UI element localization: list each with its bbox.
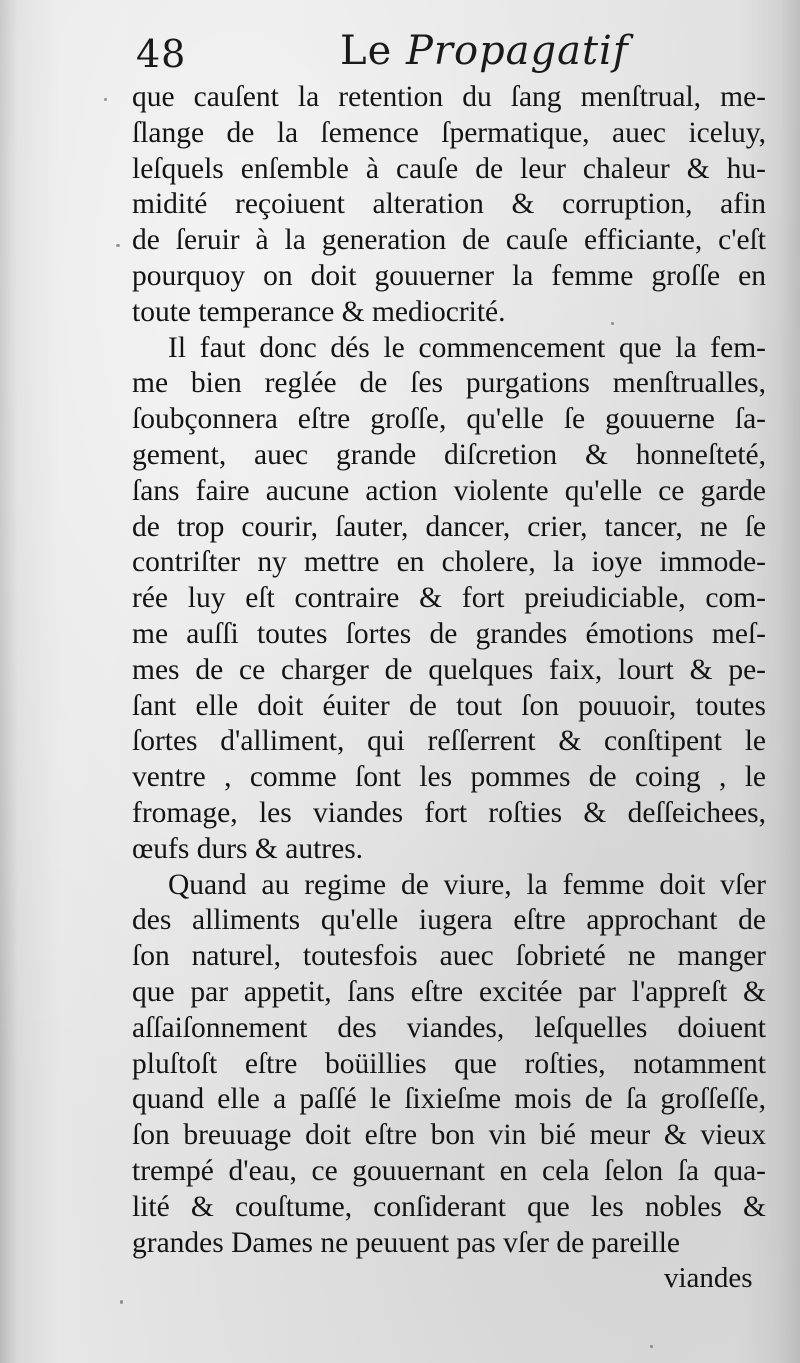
text-line: pluſtoſt eſtre boüillies que roſties, notamment [132,1047,766,1080]
text-line: Quand au regime de viure, la femme doit vſer [168,868,766,901]
text-line: lité & couſtume, conſiderant que les nobles & [132,1190,766,1223]
text-line: que cauſent la retention du ſang menſtrual, me- [132,81,766,113]
page-header [130,28,770,88]
text-line: pourquoy on doit gouuerner la femme groſſe en [132,259,766,292]
text-line: ſlange de la ſemence ſpermatique, auec iceluy, [132,116,766,149]
text-line: ventre , comme ſont les pommes de coing , le [132,761,766,794]
body-text [132,80,766,1261]
text-line: ſortes d'alliment, qui reſſerrent & conſtipent le [132,725,766,758]
catchword: viandes [664,1262,753,1294]
text-line: que par appetit, ſans eſtre excitée par l'appreſt & [132,975,766,1008]
paper-speck [104,98,107,101]
text-line: fromage, les viandes fort roſties & deſſeichees, [132,796,766,829]
text-line: Il faut donc dés le commencement que la fem- [168,331,766,364]
text-line: toute temperance & mediocrité. [132,295,506,328]
text-line: me bien reglée de ſes purgations menſtrualles, [132,367,766,400]
text-line: mes de ce charger de quelques faix, lourt & pe- [132,653,766,686]
running-title [340,28,629,74]
paper-speck [120,1300,123,1304]
text-line: leſquels enſemble à cauſe de leur chaleur & hu- [132,152,766,185]
paper-speck [611,322,614,325]
text-line: rée luy eſt contraire & fort preiudiciable, com- [132,582,766,615]
text-line: ſon breuuage doit eſtre bon vin bié meur & vieux [132,1119,766,1152]
text-line: de ſeruir à la generation de cauſe efficiante, c'eſt [132,224,766,257]
running-title-roman: Le [340,28,406,74]
text-line: grandes Dames ne peuuent pas vſer de pareille [132,1226,680,1259]
text-line: de trop courir, ſauter, dancer, crier, tancer, ne ſe [132,510,766,543]
text-line: ſans faire aucune action violente qu'elle ce garde [132,474,766,507]
text-line: quand elle a paſſé le ſixieſme mois de ſa groſſeſſe, [132,1083,766,1116]
page-number: 48 [136,32,187,76]
paper-speck [650,1345,653,1348]
paper-speck [116,244,120,247]
text-line: contriſter ny mettre en cholere, la ioye immode- [132,546,766,579]
text-line: me auſſi toutes ſortes de grandes émotions meſ- [132,617,766,650]
text-line: aſſaiſonnement des viandes, leſquelles doiuent [132,1011,766,1044]
text-line: ſon naturel, toutesfois auec ſobrieté ne manger [132,940,766,973]
text-line: des alliments qu'elle iugera eſtre approchant de [132,904,766,937]
text-line: œufs durs & autres. [132,832,364,865]
text-line: gement, auec grande diſcretion & honneſteté, [132,438,766,471]
text-line: midité reçoiuent alteration & corruption, afin [132,188,766,221]
text-line: ſoubçonnera eſtre groſſe, qu'elle ſe gouuerne ſa- [132,403,766,436]
running-title-italic: Propagatif [405,28,629,74]
text-line: trempé d'eau, ce gouuernant en cela ſelon ſa qua- [132,1154,766,1187]
text-line: ſant elle doit éuiter de tout ſon pouuoir, toutes [132,689,766,722]
